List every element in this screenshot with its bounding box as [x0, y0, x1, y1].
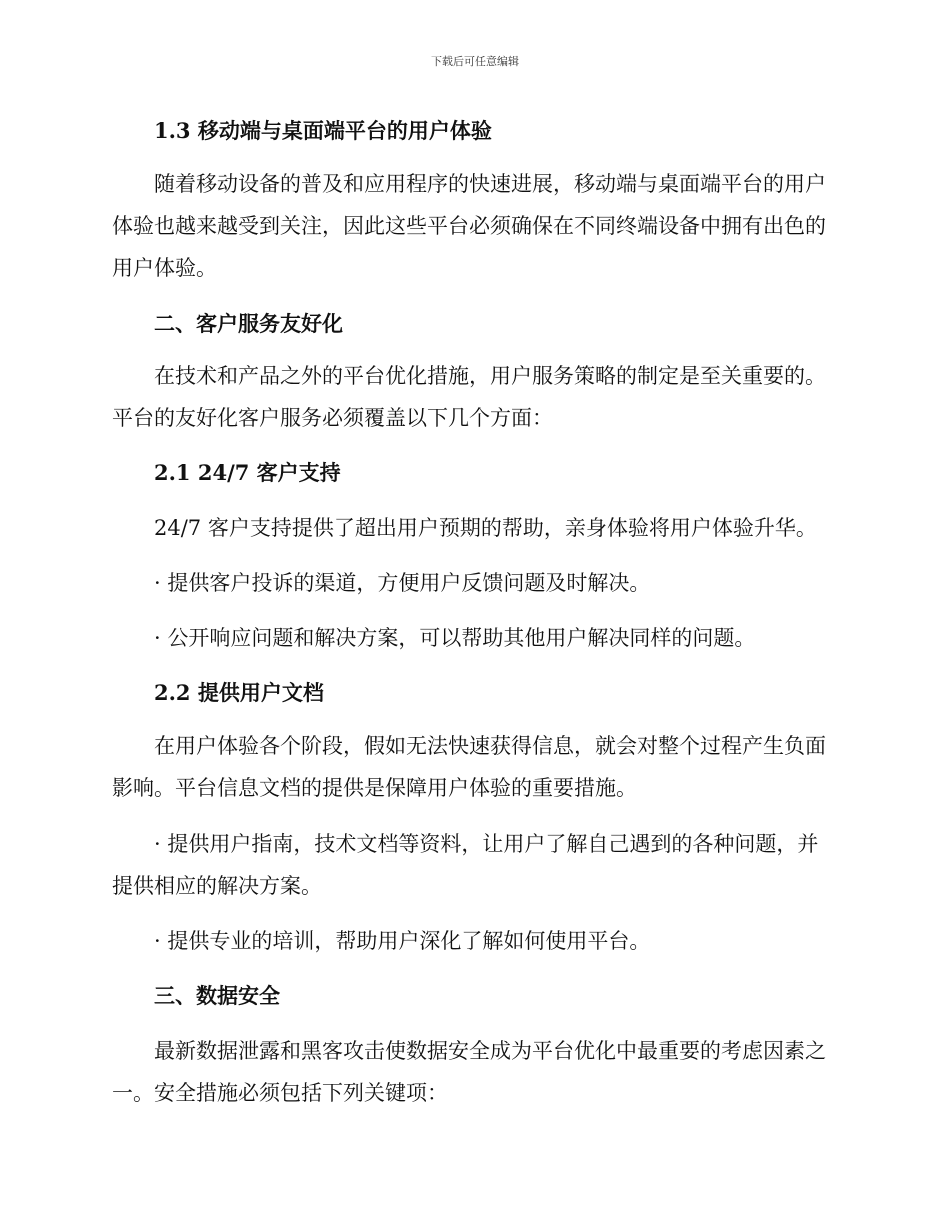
section-heading-1-3: 1.3 移动端与桌面端平台的用户体验	[154, 118, 492, 143]
paragraph-user-documents: 在用户体验各个阶段，假如无法快速获得信息，就会对整个过程产生负面影响。平台信息文档的提供是保障用户体验的重要措施。	[112, 734, 826, 800]
paragraph-service-strategy: 在技术和产品之外的平台优化措施，用户服务策略的制定是至关重要的。平台的友好化客户服务必须覆盖以下几个方面：	[112, 364, 826, 430]
section-heading-customer-service: 二、客户服务友好化	[154, 311, 343, 336]
bullet-complaint-channel: · 提供客户投诉的渠道，方便用户反馈问题及时解决。	[154, 571, 651, 595]
bullet-public-response: · 公开响应问题和解决方案，可以帮助其他用户解决同样的问题。	[154, 626, 756, 650]
section-heading-data-security: 三、数据安全	[154, 983, 280, 1008]
paragraph-24-7-support: 24/7 客户支持提供了超出用户预期的帮助，亲身体验将用户体验升华。	[154, 516, 817, 540]
bullet-training: · 提供专业的培训，帮助用户深化了解如何使用平台。	[154, 929, 651, 953]
page-header: 下载后可任意编辑	[431, 55, 519, 68]
section-heading-2-2: 2.2 提供用户文档	[154, 680, 324, 705]
bullet-user-guide: · 提供用户指南，技术文档等资料，让用户了解自己遇到的各种问题，并提供相应的解决方案。	[112, 832, 819, 898]
paragraph-mobile-desktop: 随着移动设备的普及和应用程序的快速进展，移动端与桌面端平台的用户体验也越来越受到关注，因此这些平台必须确保在不同终端设备中拥有出色的用户体验。	[112, 172, 826, 280]
section-heading-2-1: 2.1 24/7 客户支持	[154, 460, 341, 485]
paragraph-data-security: 最新数据泄露和黑客攻击使数据安全成为平台优化中最重要的考虑因素之一。安全措施必须包括下列关键项：	[112, 1039, 826, 1105]
